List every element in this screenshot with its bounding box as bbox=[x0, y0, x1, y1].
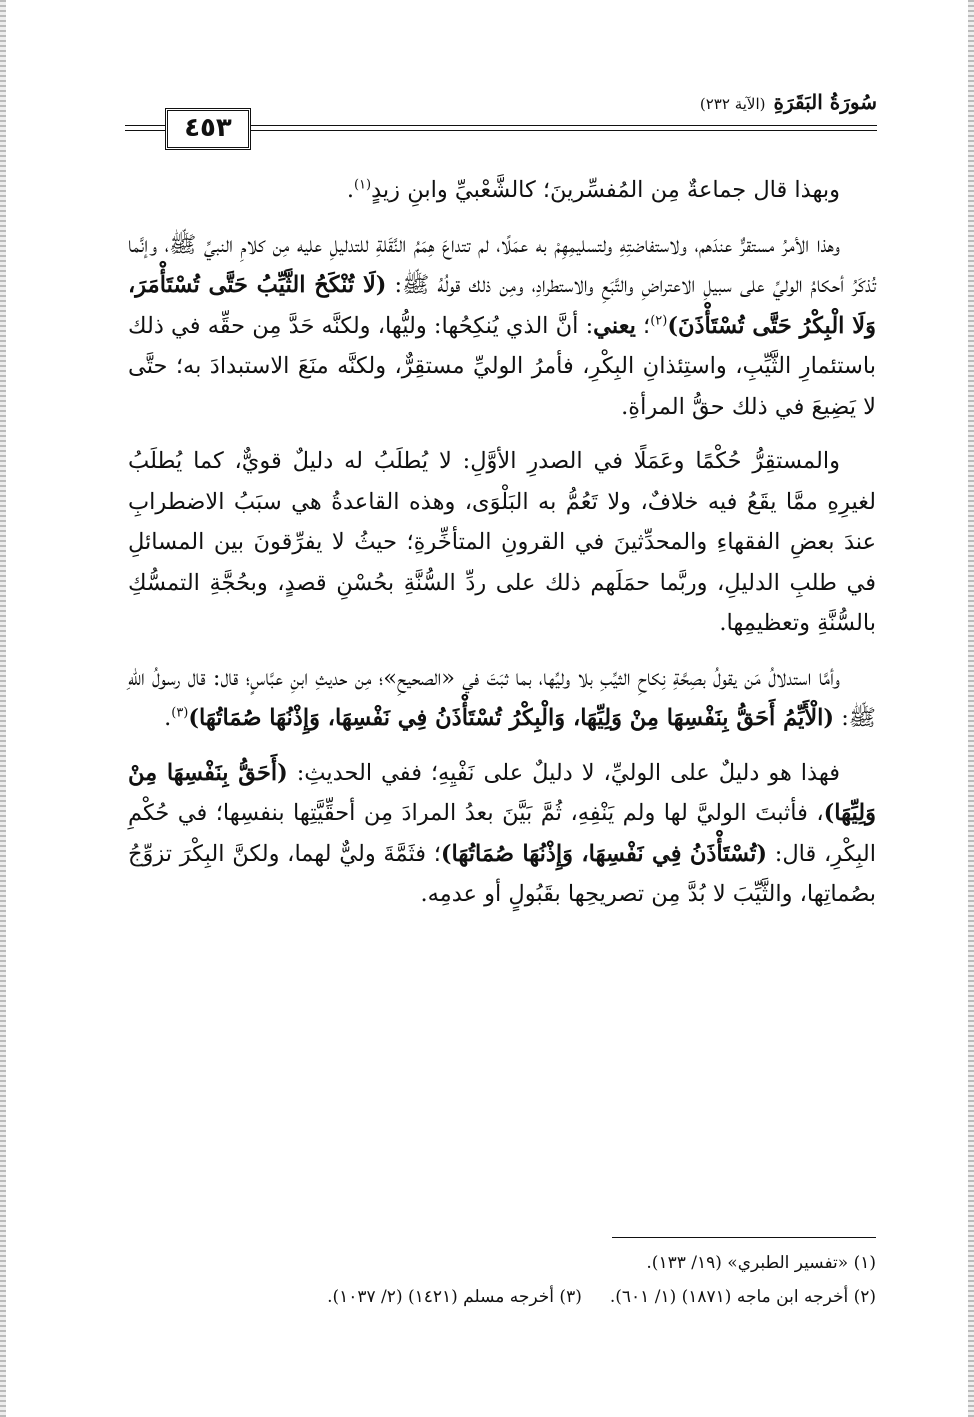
text-run: فهذا هو دليلٌ على الوليِّ، لا دليلٌ على نَفْيِهِ؛ ففي الحديثِ: bbox=[287, 759, 840, 786]
text-run: وبهذا قال جماعةٌ مِن المُفسِّرينَ؛ كالشَّعْبيِّ وابنِ زيدٍ bbox=[371, 177, 840, 203]
footnote-2: (٢) أخرجه ابن ماجه (١٨٧١) (١/ ٦٠١). bbox=[609, 1287, 876, 1307]
paragraph-2 bbox=[128, 225, 876, 428]
page-number: ٤٥٣ bbox=[165, 108, 251, 150]
footnote-marker: (١) bbox=[353, 177, 372, 193]
footnote-2-3 bbox=[128, 1280, 876, 1314]
page-edge-left bbox=[0, 0, 6, 1417]
page-edge-right bbox=[968, 0, 974, 1417]
hadith-quote: (تُسْتَأْذَنُ فِي نَفْسِهَا، وَإِذْنُهَا صُمَاتُهَا) bbox=[440, 840, 768, 867]
footnote-marker: (٣) bbox=[171, 705, 189, 721]
paragraph-1 bbox=[128, 170, 876, 211]
text-run: ؛ bbox=[635, 312, 651, 339]
hadith-quote: (أَحَقُّ بِنَفْسِهَا مِنْ وَلِيِّهَا) bbox=[128, 759, 876, 826]
paragraph-3 bbox=[128, 441, 876, 644]
paragraph-5 bbox=[128, 753, 876, 915]
page-header bbox=[125, 90, 877, 156]
text-run: والمستقِرُّ حُكْمًا وعَمَلًا في الصدرِ الأوَّلِ: لا يُطلَبُ له دليلٌ قويٌّ، كما يُطلَبُ لغيرِهِ ممَّا يقَعُ فيه خلافٌ، ولا تَعُمُّ به البَلْوَى، وهذه القاعدةُ هي سبَبُ الاضطرابِ عندَ بعضِ الفقهاءِ والمحدِّثينَ في القرونِ المتأخِّرةِ؛ حيثُ لا يفرِّقونَ بين المسائلِ في طلبِ الدليلِ، وربَّما حمَلَهم ذلك على ردِّ السُّنَّةِ بحُسْنِ قصدٍ، وبحُجَّةِ التمسُّكِ بالسُّنَّةِ وتعظيمِها. bbox=[128, 448, 876, 636]
text-run: ، فأثبتَ الوليَّ لها ولم يَنْفِهِ، ثُمَّ بَيَّنَ بعدُ المرادَ مِن أحقِّيَّتِها بنفسِها؛ في حُكْمِ البِكْرِ، قال: bbox=[128, 800, 876, 867]
text-run: ؛ فثَمَّةَ وليٌّ لهما، ولكنَّ البِكْرَ تزوِّجُ بصُماتِها، والثَّيِّبَ لا بُدَّ مِن تصريحِها بقَبُولٍ أو عدمِه. bbox=[128, 840, 876, 907]
footnotes bbox=[128, 1246, 876, 1314]
hadith-quote: يعني bbox=[593, 312, 636, 339]
running-title bbox=[692, 90, 877, 114]
paragraph-4 bbox=[128, 658, 876, 739]
footnote-marker: (٢) bbox=[650, 313, 668, 328]
main-text bbox=[128, 170, 876, 929]
text-run: : أنَّ الذي يُنكِحُها: وليُّها، ولكنَّه حَدَّ مِن حقِّه في ذلك باستئمارِ الثَّيِّبِ، واستِئذانِ البِكْرِ، فأمرُ الوليِّ مستقِرٌّ، ولكنَّه منَعَ الاستبدادَ به؛ حتَّى لا يَضِيعَ في ذلك حقُّ المرأةِ. bbox=[128, 312, 876, 420]
footnote-rule bbox=[612, 1237, 876, 1238]
hadith-quote: (الْأَيِّمُ أَحَقُّ بِنَفْسِهَا مِنْ وَلِيِّهَا، وَالْبِكْرُ تُسْتَأْذَنُ فِي نَفْسِهَا، وَإِذْنُهَا صُمَاتُهَا) bbox=[188, 705, 835, 731]
text-run: . bbox=[346, 177, 354, 203]
footnote-1: (١) «تفسير الطبري» (١٩/ ١٣٣). bbox=[646, 1253, 876, 1273]
surah-title: سُورَةُ البَقَرَةِ bbox=[773, 90, 877, 114]
text-run: وهذا الأمرُ مستقرٌّ عندَهم، ولاستفاضتِهِ ولتسليمِهِمْ به عمَلًا، لم تتداعَ هِمَمُ النَّقَلةِ للتدليلِ عليه مِن كلامِ النبيِّ ﷺ، وإنَّما تُذكَرُ أحكامُ الوليِّ على سبيلِ الاعتراضِ والتَّبَعِ والاستطرادِ، ومِن ذلك قولُهُ ﷺ: bbox=[128, 231, 876, 298]
text-run: وأمَّا استدلالُ مَن يقولُ بصِحَّةِ نِكاحِ الثيِّبِ بلا وليِّها، بما ثبَتَ في «الصحيحِ»؛ مِن حديثِ ابنِ عبَّاسٍ؛ قال: قال رسولُ اللهِ ﷺ: bbox=[128, 664, 876, 731]
hadith-quote: (لَا تُنْكَحُ الثَّيِّبُ حَتَّى تُسْتَأْمَرَ، وَلَا الْبِكْرُ حَتَّى تُسْتَأْذَنَ) bbox=[128, 272, 876, 339]
verse-reference: (الآية ٢٣٢) bbox=[699, 95, 766, 113]
footnote-3: (٣) أخرجه مسلم (١٤٢١) (٢/ ١٠٣٧). bbox=[327, 1287, 582, 1307]
text-run: . bbox=[164, 705, 172, 731]
